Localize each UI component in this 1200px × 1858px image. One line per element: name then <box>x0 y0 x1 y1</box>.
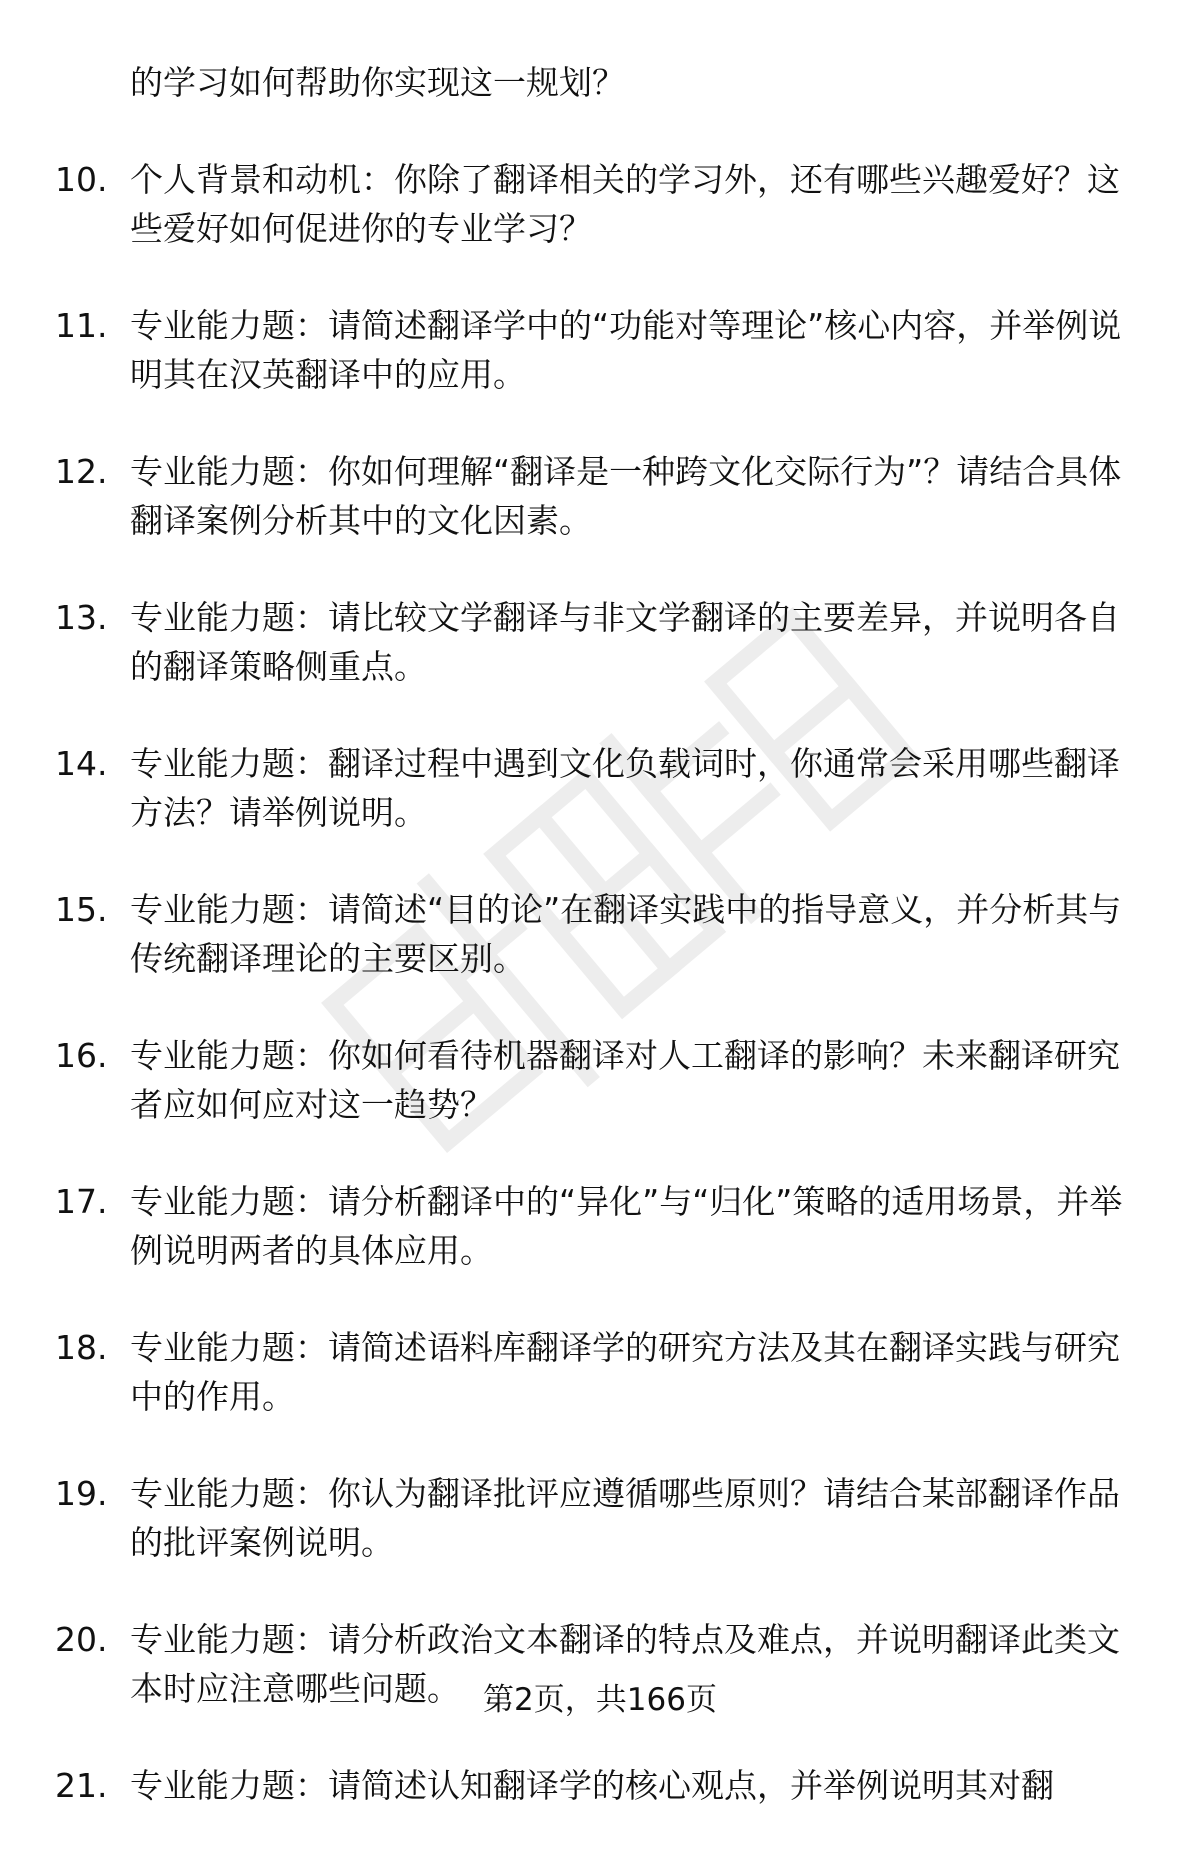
list-item <box>0 155 1200 253</box>
question-number: 17. <box>55 1182 108 1221</box>
list-item <box>0 1761 1200 1810</box>
question-text: 专业能力题：翻译过程中遇到文化负载词时，你通常会采用哪些翻译方法？请举例说明。 <box>130 744 1120 832</box>
question-number: 10. <box>55 160 108 199</box>
list-item <box>0 1469 1200 1567</box>
question-list <box>0 58 1200 1858</box>
list-item <box>0 739 1200 837</box>
question-number: 12. <box>55 452 108 491</box>
question-text: 专业能力题：你认为翻译批评应遵循哪些原则？请结合某部翻译作品的批评案例说明。 <box>130 1474 1120 1562</box>
list-item-continuation <box>0 58 1200 107</box>
question-text: 专业能力题：请分析政治文本翻译的特点及难点，并说明翻译此类文本时应注意哪些问题。 <box>130 1620 1120 1708</box>
question-number: 20. <box>55 1620 108 1659</box>
question-text: 专业能力题：请比较文学翻译与非文学翻译的主要差异，并说明各自的翻译策略侧重点。 <box>130 598 1120 686</box>
question-text: 专业能力题：请简述翻译学中的“功能对等理论”核心内容，并举例说明其在汉英翻译中的应用。 <box>130 306 1122 394</box>
list-item <box>0 301 1200 399</box>
question-text: 专业能力题：请简述认知翻译学的核心观点，并举例说明其对翻 <box>130 1766 1054 1805</box>
list-item <box>0 1031 1200 1129</box>
list-item <box>0 1323 1200 1421</box>
question-number: 14. <box>55 744 108 783</box>
question-text: 专业能力题：你如何看待机器翻译对人工翻译的影响？未来翻译研究者应如何应对这一趋势？ <box>130 1036 1120 1124</box>
question-number: 16. <box>55 1036 108 1075</box>
question-text: 专业能力题：请简述语料库翻译学的研究方法及其在翻译实践与研究中的作用。 <box>130 1328 1120 1416</box>
page-number-footer: 第2页，共166页 <box>483 1682 717 1718</box>
list-item <box>0 447 1200 545</box>
question-text: 专业能力题：请简述“目的论”在翻译实践中的指导意义，并分析其与传统翻译理论的主要区别。 <box>130 890 1122 978</box>
question-number: 19. <box>55 1474 108 1513</box>
question-number: 18. <box>55 1328 108 1367</box>
list-item <box>0 1177 1200 1275</box>
question-number: 15. <box>55 890 108 929</box>
question-number: 11. <box>55 306 108 345</box>
question-number: 13. <box>55 598 108 637</box>
list-item <box>0 593 1200 691</box>
question-number: 21. <box>55 1766 108 1805</box>
question-text: 专业能力题：请分析翻译中的“异化”与“归化”策略的适用场景，并举例说明两者的具体应用。 <box>130 1182 1123 1270</box>
question-text: 专业能力题：你如何理解“翻译是一种跨文化交际行为”？请结合具体翻译案例分析其中的文化因素。 <box>130 452 1122 540</box>
question-text: 的学习如何帮助你实现这一规划？ <box>130 63 625 102</box>
question-text: 个人背景和动机：你除了翻译相关的学习外，还有哪些兴趣爱好？这些爱好如何促进你的专业学习？ <box>130 160 1120 248</box>
list-item <box>0 885 1200 983</box>
